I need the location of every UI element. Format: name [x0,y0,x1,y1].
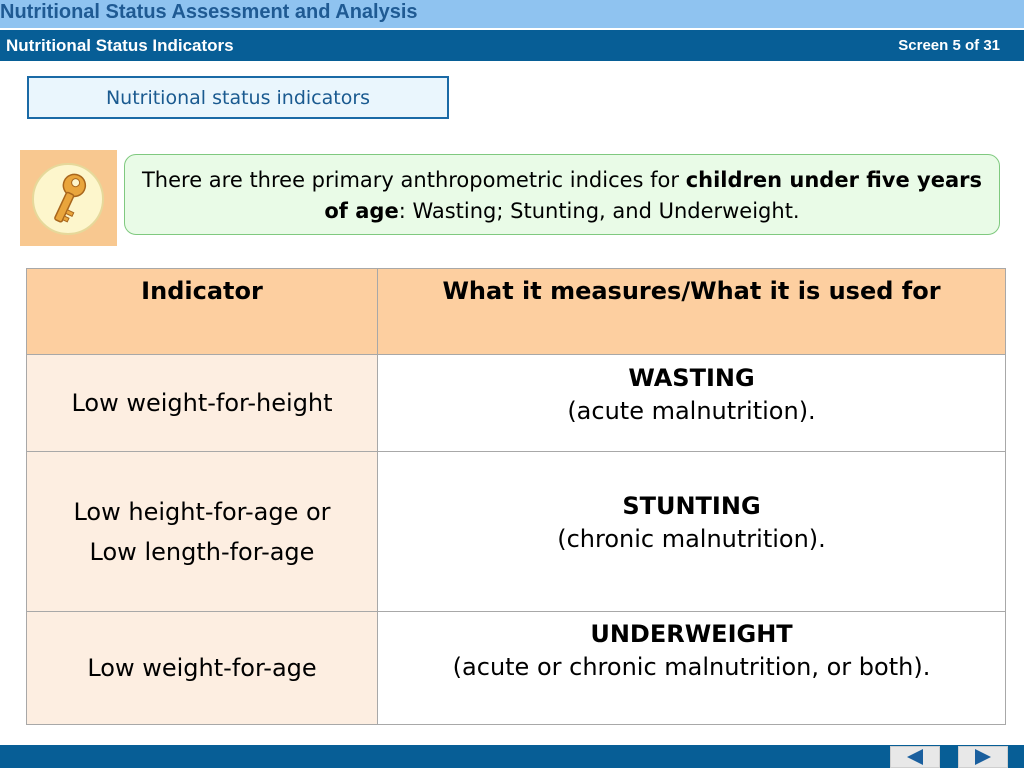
measure-cell [378,355,1006,452]
topic-label: Nutritional status indicators [105,86,371,109]
table-header-row [27,269,1006,355]
screen-counter: Screen 5 of 31 [898,37,1000,54]
measure-term: STUNTING [622,492,761,520]
key-icon-tile [20,150,117,246]
table-row [27,355,1006,452]
next-button[interactable] [958,746,1008,768]
indicator-text: Low height-for-age or [73,497,331,526]
header-indicator: Indicator [27,269,378,355]
triangle-left-icon [891,747,939,767]
table-row [27,452,1006,612]
measure-term: WASTING [628,364,755,392]
key-icon-circle [32,163,104,235]
section-title: Nutritional Status Indicators [6,36,234,55]
triangle-right-icon [959,747,1007,767]
measure-description: (chronic malnutrition). [557,525,826,553]
info-text-bold: children under five years of age [324,168,982,223]
indicator-text: Low weight-for-age [87,654,317,682]
indicators-table [26,268,1006,725]
indicator-cell [27,355,378,452]
info-text-start: There are three primary anthropometric indices for [141,168,686,192]
back-button[interactable] [890,746,940,768]
measure-description: (acute malnutrition). [567,397,816,425]
key-icon [34,165,102,233]
measure-term: UNDERWEIGHT [590,620,793,648]
course-title: Nutritional Status Assessment and Analysis [0,1,418,23]
topic-label-box [27,76,449,119]
course-title-bar [0,0,1024,28]
measure-cell [378,452,1006,612]
indicator-text: Low length-for-age [89,537,315,566]
table-row [27,612,1006,725]
key-info-callout [124,154,1000,235]
indicator-text: Low weight-for-height [71,389,333,417]
indicator-cell [27,452,378,612]
section-header-bar [0,28,1024,61]
measure-cell [378,612,1006,725]
header-measures: What it measures/What it is used for [378,269,1006,355]
info-text-end: : Wasting; Stunting, and Underweight. [398,199,800,223]
indicator-cell [27,612,378,725]
measure-description: (acute or chronic malnutrition, or both). [452,653,931,681]
footer-bar [0,745,1024,768]
